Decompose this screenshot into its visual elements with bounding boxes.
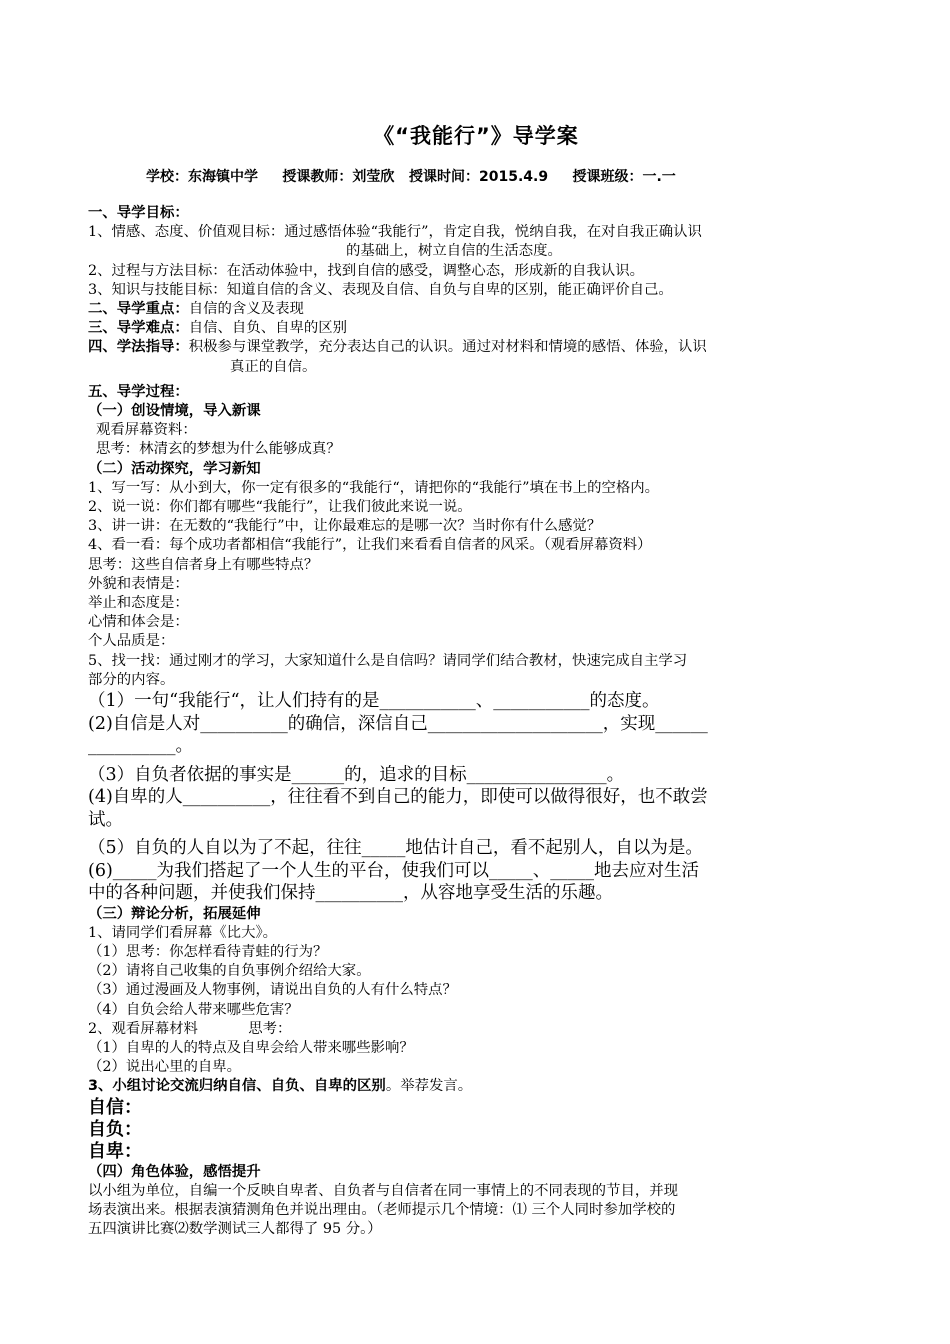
answer-label-inferiority: 自卑：: [88, 1140, 142, 1162]
section-heading-difficulty: 三、导学难点：: [88, 320, 189, 337]
text-line: 场表演出来。根据表演猜测角色并说出理由。（老师提示几个情境：⑴ 三个人同时参加学校的: [88, 1202, 676, 1219]
text-line: 真正的自信。: [230, 358, 317, 375]
text-line: 1、写一写：从小到大，你一定有很多的“我能行“，请把你的“我能行”填在书上的空格内。: [88, 479, 660, 496]
section-heading-goals: 一、导学目标：: [88, 205, 189, 221]
fill-blank-line: 中的各种问题，并使我们保持__________，从容地享受生活的乐趣。: [88, 883, 613, 904]
fill-blank-line: __________。: [88, 736, 193, 757]
answer-label-confidence: 自信：: [88, 1096, 142, 1118]
subsection-heading-3: （三）辩论分析，拓展延伸: [88, 905, 261, 922]
text-line: 4、看一看：每个成功者都相信“我能行”，让我们来看看自信者的风采。（观看屏幕资料）: [88, 537, 652, 554]
text-line: （2）请将自己收集的自负事例介绍给大家。: [88, 963, 371, 980]
fill-blank-line: (2)自信是人对__________的确信，深信自己____________________，实现______: [88, 713, 708, 734]
text-line: 心情和体会是：: [88, 614, 189, 631]
fill-blank-line: 试。: [88, 809, 123, 830]
text-line: 2、观看屏幕材料 思考：: [88, 1020, 292, 1037]
text-line: 1、情感、态度、价值观目标：通过感悟体验“我能行”，肯定自我，悦纳自我，在对自我正确认识: [88, 224, 702, 241]
text-line: 思考：林清玄的梦想为什么能够成真？: [96, 441, 341, 458]
text-line: 举止和态度是：: [88, 595, 189, 612]
answer-label-conceit: 自负：: [88, 1118, 142, 1140]
section-heading-focus: 二、导学重点：: [88, 301, 189, 318]
fill-blank-line: (4)自卑的人__________，往往看不到自己的能力，即使可以做得很好，也不敢尝: [88, 787, 708, 808]
text-line: 观看屏幕资料：: [96, 422, 197, 439]
focus-text: 自信的含义及表现: [188, 301, 304, 318]
discussion-line: [88, 1077, 864, 1096]
text-line: （2）说出心里的自卑。: [88, 1059, 242, 1076]
section-focus: [88, 300, 864, 319]
fill-blank-line: （3）自负者依据的事实是______的，追求的目标________________。: [88, 764, 625, 785]
subsection-heading-1: （一）创设情境，导入新课: [88, 403, 261, 420]
section-heading-process: 五、导学过程：: [88, 383, 189, 400]
text-line: 外貌和表情是：: [88, 575, 189, 592]
text-line: 5、找一找：通过刚才的学习，大家知道什么是自信吗？请同学们结合教材，快速完成自主学习: [88, 652, 688, 669]
text-line: （1）自卑的人的特点及自卑会给人带来哪些影响？: [88, 1040, 414, 1056]
section-method: [88, 338, 864, 357]
text-line: 的基础上，树立自信的生活态度。: [346, 243, 562, 260]
fill-blank-line: (6)_____为我们搭起了一个人生的平台，使我们可以_____、_____地去应对生活: [88, 860, 700, 881]
text-line: 3、讲一讲：在无数的“我能行”中，让你最难忘的是哪一次？当时你有什么感觉？: [88, 518, 602, 535]
text-line: 思考：这些自信者身上有哪些特点？: [88, 556, 319, 573]
fill-blank-line: （5）自负的人自以为了不起，往往_____地估计自己，看不起别人，自以为是。: [88, 838, 703, 859]
text-line: （4）自负会给人带来哪些危害？: [88, 1001, 299, 1018]
method-text: 积极参与课堂教学，充分表达自己的认识。通过对材料和情境的感悟、体验，认识: [188, 339, 707, 356]
text-line: 1、请同学们看屏幕《比大》。: [88, 924, 278, 941]
text-line: （1）思考：你怎样看待青蛙的行为？: [88, 943, 328, 960]
text-line: 部分的内容。: [88, 671, 175, 688]
document-page: [88, 120, 864, 1239]
subsection-heading-2: （二）活动探究，学习新知: [88, 460, 261, 477]
difficulty-text: 自信、自负、自卑的区别: [188, 320, 348, 337]
subsection-heading-4: （四）角色体验，感悟提升: [88, 1163, 261, 1180]
text-line: 2、说一说：你们都有哪些“我能行”，让我们彼此来说一说。: [88, 499, 472, 516]
text-line: 个人品质是：: [88, 633, 175, 650]
discussion-text: 。举荐发言。: [385, 1078, 473, 1095]
section-heading-method: 四、学法指导：: [88, 339, 189, 356]
text-line: 五四演讲比赛⑵数学测试三人都得了 95 分。）: [88, 1221, 382, 1238]
fill-blank-line: （1）一句“我能行“，让人们持有的是___________、___________的态度。: [88, 691, 660, 712]
doc-info: 学校：东海镇中学 授课教师：刘莹欣 授课时间：2015.4.9 授课班级：一.一: [146, 169, 676, 185]
discussion-heading: 3、小组讨论交流归纳自信、自负、自卑的区别: [88, 1078, 386, 1095]
doc-title: 《“我能行”》导学案: [373, 124, 579, 148]
text-line: 3、知识与技能目标：知道自信的含义、表现及自信、自负与自卑的区别，能正确评价自己。: [88, 281, 673, 298]
text-line: 以小组为单位，自编一个反映自卑者、自负者与自信者在同一事情上的不同表现的节目，并现: [88, 1182, 679, 1199]
text-line: 2、过程与方法目标：在活动体验中，找到自信的感受，调整心态，形成新的自我认识。: [88, 262, 645, 279]
section-difficulty: [88, 319, 864, 338]
text-line: （3）通过漫画及人物事例，请说出自负的人有什么特点？: [88, 982, 457, 999]
